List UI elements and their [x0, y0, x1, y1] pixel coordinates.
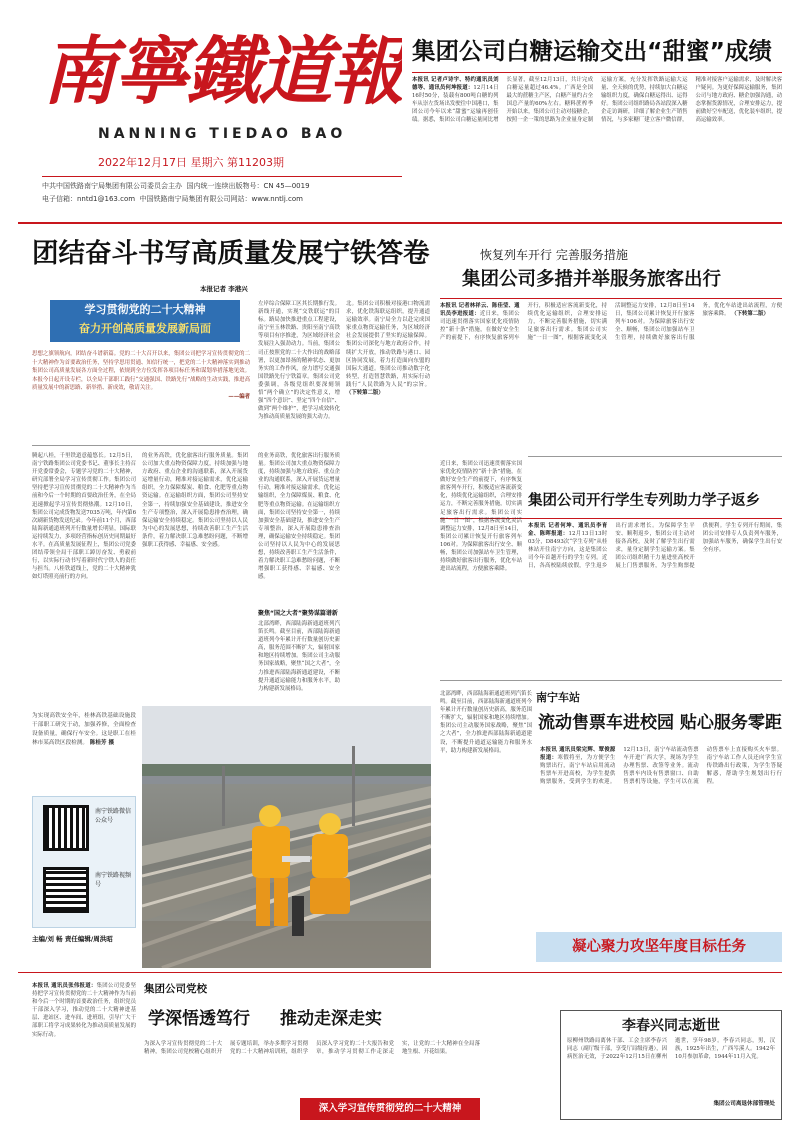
- section3-body: 本报讯 通讯员梁完辉、覃俊源报道：寒假将至，为方便学生购票出行，南宁车站启用流动售票车开进高校，为学生提供购票服务，受到学生的欢迎。12月13日，南宁车站流动售票车开进广西大学，现场为学生办理售票、改签等业务。流动售票车内设有售票窗口、自助售票机等设施，学生可以在流动售票车上直接购买火车票。南宁车站工作人员还向学生宣传铁路出行政策，为学生答疑解惑，帮助学生规划出行行程。: [540, 747, 782, 786]
- top-story-byline: 本报讯 记者卢诗宇、特约通讯员刘德等、通讯员何坤报道：: [412, 77, 499, 92]
- masthead-date: 2022年12月17日 星期六 第11203期: [98, 156, 284, 169]
- track-workers-photo: [142, 706, 431, 968]
- main-article-col2: 的业务高铁，优化旅客出行服务质量。集团公司加大重点物资保障力度，持续加强与地方政府、重点企业的沟通联系，深入开展货运增量行动，精准对接运输需求，优化运输组织，全力保障煤炭、粮食、化肥等重点物资运输。在运输组织方面，集团公司坚持安全第一，持续加强安全基础建设，推进安全生产专项整治，深入开展隐患排查治理，确保运输安全持续稳定。集团公司坚持以人民为中心的发展思想，持续改善职工生产生活条件，着力解决职工急难愁盼问题，不断增强职工获得感、幸福感、安全感。: [142, 453, 248, 549]
- masthead-email: 电子信箱：nntd1@163.com: [42, 195, 136, 203]
- main-article-subhead: 聚焦“国之大者”聚势谋篇谱新: [258, 610, 338, 617]
- photo-credit: 陈桂芳 摄: [89, 740, 115, 746]
- bottom-mid-body: 为深入学习宣传贯彻党的二十大精神，集团公司党校精心组织开展专题培训，举办多期学习贯彻党的二十大精神培训班，组织学员深入学习党的二十大报告和党章，推动学习贯彻工作走深走实，让党的二十大精神在全局落地生根、开花结果。: [144, 1041, 480, 1056]
- section3-kicker: 南宁车站: [536, 691, 580, 704]
- section2-headline: 集团公司开行学生专列助力学子返乡: [528, 493, 760, 509]
- section2-body-left: 近日来，集团公司迅速贯彻落实国家优化疫情防控“新十条”措施，在做好安全生产的前提下，有序恢复旅客列车开行，积极适应客流新变化，持续优化运输组织，合理安排运力，不断完善服务措施，切实满足旅客出行需求。集团公司实施“一日一图”，根据客流变化灵活调整运力安排，12月8日至14日，集团公司累计恢复开行旅客列车106对。为保障旅客出行安全、顺畅，集团公司加强站车卫生管理，持续做好旅客出行服务，优化车站进出站流程，方便旅客乘降。: [440, 461, 522, 573]
- bottom-left-byline: 本报讯 通讯员张伟报道：: [32, 983, 97, 989]
- obituary-title: 李春兴同志逝世: [622, 1018, 720, 1034]
- main-headline: 团结奋斗书写高质量发展宁铁答卷: [32, 238, 430, 269]
- qr-code-2[interactable]: [43, 867, 89, 913]
- section1-kicker: 恢复列车开行 完善服务措施: [480, 248, 628, 262]
- study-banner: [50, 300, 240, 342]
- photo-caption: 为实现高铁安全年，桂林高铁基础设施段干部职工研究于动，加强养修，全面检查设备质量，确保行车安全。这是职工在桂林市某高铁区段检测。 陈桂芳 摄: [32, 713, 136, 746]
- bottom-left-body: 本报讯 通讯员张伟报道：集团公司党委坚持把学习宣传贯彻党的二十大精神作为当前和今后一个时期的首要政治任务，组织党员干部深入学习，推动党的二十大精神进基层、进站区、进车间、进班组，引导广大干部职工将学习成果转化为推动高质量发展的实际行动。: [32, 983, 136, 1038]
- banner-line2: 奋力开创高质量发展新局面: [79, 322, 211, 335]
- obituary-sign: 集团公司离退休部管理处: [713, 1101, 775, 1107]
- masthead-serial: 国内统一连续出版物号：CN 45—0019: [186, 182, 310, 190]
- editor-note-sign: ——编者: [228, 393, 250, 400]
- qr-label-1: 南宁铁路微信公众号: [95, 808, 132, 824]
- editor-note: 思想之旗领航向，团结奋斗谱新篇。党的二十大召开以来，集团公司把学习宣传贯彻党的二十大精神作为首要政治任务，坚持学思用贯通、知信行统一，把党的二十大精神落实到推动集团公司高质量发展各方面全过程，依规到全方位发挥各项目标任务和谋划举措落地见效。本报今日起开设专栏，以全局干部职工践行“交通强国、铁路先行”战略的生动实践，推进高质量发展中的新思路、新举措、新成效，敬请关注。 ——编者: [32, 351, 250, 400]
- section1-headline: 集团公司多措并举服务旅客出行: [462, 269, 722, 290]
- section3-slogan: 凝心聚力攻坚年度目标任务: [572, 939, 746, 955]
- qr-code-1[interactable]: [43, 805, 89, 851]
- masthead-pinyin: NANNING TIEDAO BAO: [98, 126, 347, 142]
- obituary-box: [560, 1010, 782, 1120]
- bottom-mid-head2: 推动走深走实: [280, 1009, 382, 1029]
- section3-headline: 流动售票车进校园 贴心服务零距: [538, 713, 782, 733]
- main-article-col4: 北部湾畔，西部陆海新通道班列汽笛长鸣。截至目前，西部陆海新通道班列今年累计开行数量创历史新高，服务范围不断扩大，辐射国家和地区持续增加。集团公司主动服务国家战略，聚焦“国之大者”，全力推进西部陆海新通道建设，不断提升通道运输能力和服务水平，助力构建新发展格局。: [258, 621, 340, 692]
- section3-byline: 本报讯 通讯员梁完辉、覃俊源报道：: [540, 747, 616, 762]
- bottom-mid-kicker: 集团公司党校: [144, 983, 207, 995]
- section2-byline: 本报讯 记者何坤、通讯员李育金、陈晖报道：: [528, 523, 608, 538]
- photo-scene: [142, 706, 431, 968]
- main-article-col1: 腾起八桂，千里铁道意蕴悠长。12月5日，南宁铁路集团公司党委书记、董事长主持召开党委常委会，专题学习党的二十大精神，研究部署全局学习宣传贯彻工作。集团公司坚持把学习宣传贯彻党的二十大精神作为当前和今后一个时期的首要政治任务，在全局迅速掀起学习宣传贯彻热潮。12月10日，集团公司完成货物发送7035万吨，年内第6次刷新货物发送纪录。今年前11个月，西部陆海新通道班列开行数量增长明显，国际联运持续发力，多项经营指标创历史同期最好水平。在高质量发展征程上，集团公司党委团结带领全局干部职工踔厉奋发、勇毅前行，以实际行动书写着新时代宁铁人的责任与担当。八桂铁道线上，党的二十大精神犹如灯塔照亮前行的方向。: [32, 453, 136, 581]
- masthead-sponsor: 中共中国铁路南宁局集团有限公司委员会主办: [42, 182, 182, 190]
- main-article-col3b: 的业务高铁，优化旅客出行服务质量。集团公司加大重点物资保障力度，持续加强与地方政府、重点企业的沟通联系，深入开展货运增量行动，精准对接运输需求，优化运输组织，全力保障煤炭、粮食、化肥等重点物资运输。在运输组织方面，集团公司坚持安全第一，持续加强安全基础建设，推进安全生产专项整治，深入开展隐患排查治理，确保运输安全持续稳定。集团公司坚持以人民为中心的发展思想，持续改善职工生产生活条件，着力解决职工急难愁盼问题，不断增强职工获得感、幸福感、安全感。: [258, 453, 340, 581]
- masthead-title: 南寧鐵道報: [42, 29, 402, 115]
- main-article-continued: （下转第二版）: [346, 390, 384, 397]
- bottom-mid-head1: 学深悟透笃行: [148, 1009, 250, 1029]
- section1-body: 本报讯 记者林祥云、陈佳莹、通讯员李进报道：近日来，集团公司迅速贯彻落实国家优化疫情防控“新十条”措施，在做好安全生产的前提下，有序恢复旅客列车开行，积极适应客流新变化，持续优化运输组织，合理安排运力，不断完善服务措施，切实满足旅客出行需求。集团公司实施“一日一图”，根据客流变化灵活调整运力安排，12月8日至14日，集团公司累计恢复开行旅客列车106对。为保障旅客出行安全、顺畅，集团公司加强站车卫生管理，持续做好旅客出行服务，优化车站进出站流程，方便旅客乘降。 （下转第二版）: [440, 303, 782, 342]
- masthead-website: 中国铁路南宁局集团有限公司网站：www.nntlj.com: [139, 195, 303, 203]
- section1-continued: （下转第二版）: [731, 311, 769, 318]
- section3-slogan-banner: [536, 932, 782, 962]
- section3-body-left: 北部湾畔，西部陆海新通道班列汽笛长鸣。截至目前，西部陆海新通道班列今年累计开行数量创历史新高，服务范围不断扩大，辐射国家和地区持续增加。集团公司主动服务国家战略，聚焦“国之大者”，全力推进西部陆海新通道建设，不断提升通道运输能力和服务水平，助力构建新发展格局。: [440, 691, 532, 754]
- main-byline: 本报记者 李港兴: [200, 285, 248, 293]
- section1-byline: 本报讯 记者林祥云、陈佳莹、通讯员李进报道：: [440, 303, 520, 318]
- masthead-info: [42, 180, 402, 210]
- main-article-col3: 左岸综合保障工区其长期推行发。新线开通，实现“交铁联运”的目标。路局加快推进重点工程建设，南宁至玉林铁路、贵阳至南宁高铁等项目有序推进，为区域经济社会发展注入强劲动力。当前，集团公司正按照党的二十大作出的战略部署，以更加昂扬的精神状态、更加务实的工作作风，奋力谱写交通强国铁路先行宁铁篇章。集团公司党委强调，各级党组织要深刻领悟“两个确立”的决定性意义，增强“四个意识”、坚定“四个自信”、做到“两个维护”，把学习成效转化为推动高质量发展的强大动力。: [258, 301, 340, 421]
- qr-panel: [32, 796, 136, 928]
- bottom-mid-slogan: 深入学习宣传贯彻党的二十大精神: [318, 1103, 462, 1114]
- top-story-body: 本报讯 记者卢诗宇、特约通讯员刘德等、通讯员何坤报道：12月14日16时50分，装载有800吨白糖的列车从崇左货场出发驶往中国港口，集团公司今年以来“甜蜜”运输再创佳绩。据悉，集团公司白糖运量同比增长显著，截至12月13日，共计完成白糖运量超过46.4%。广西是全国最大的蔗糖主产区，白糖产量约占全国总产量的60%左右。糖料蔗榨季开始以来，集团公司主动对接糖企，按照一企一策的思路为企业量身定制运输方案，充分发挥铁路运输大运量、全天候的优势，持续加大白糖运输组织力度，确保白糖运得出、运得好。集团公司组织路局各站段深入糖企走访调研，详细了解企业生产销售情况，与多家糖厂建立客户微信群，精准对接客户运输需求，及时解决客户疑问。为更好保障运输服务，集团公司与地方政府、糖企加强沟通，动态掌握货源情况，合理安排运力，提前做好空车配送，优化装车组织，提高运输效率。: [412, 77, 782, 124]
- bottom-mid-slogan-banner: [300, 1098, 480, 1120]
- section2-body: 本报讯 记者何坤、通讯员李育金、陈晖报道：12月13日13时03分，D8493次“学生专列”从桂林站开往南宁方向，这是集团公司今年首趟开行的学生专列。近日，各高校陆续放假，学生返乡出行需求增长。为保障学生平安、顺利返乡，集团公司主动对接各高校，及时了解学生出行需求，量身定制学生运输方案。集团公司组织精干力量进驻高校开展上门售票服务，为学生购票提供便利。学生专列开行期间，集团公司安排专人负责列车服务，加强站车服务，确保学生出行安全有序。: [528, 523, 782, 570]
- obituary-body: 原柳州铁路局离休干部、工会主席李春兴同志（副厅级干部，享受厅局级待遇），因病医治无效，于2022年12月15日在柳州逝世，享年98岁。李春兴同志，男，汉族，1925年出生，广西岑溪人。1942年10月参加革命，1944年11月入党。: [567, 1038, 775, 1061]
- top-story-headline: 集团公司白糖运输交出“甜蜜”成绩: [412, 37, 772, 65]
- main-article-col5: 北。集团公司积极对接港口物流需求，优化铁海联运组织，提升通道运输效率。南宁局全力以赴完成国家重点物资运输任务，为区域经济社会发展提供了坚实的运输保障。集团公司深化与地方政府合作，持续扩大开放，推动铁路与港口、园区协同发展，着力打造面向东盟的国际大通道。集团公司推动数字化转型，打造智慧铁路，用实际行动践行“人民铁路为人民”的宗旨。 （下转第二版）: [346, 301, 430, 397]
- editor-credits: 主编/刘 畅 责任编辑/周洪昭: [32, 935, 113, 943]
- qr-label-2: 南宁铁路视频号: [95, 872, 132, 888]
- banner-line1: 学习贯彻党的二十大精神: [84, 303, 206, 316]
